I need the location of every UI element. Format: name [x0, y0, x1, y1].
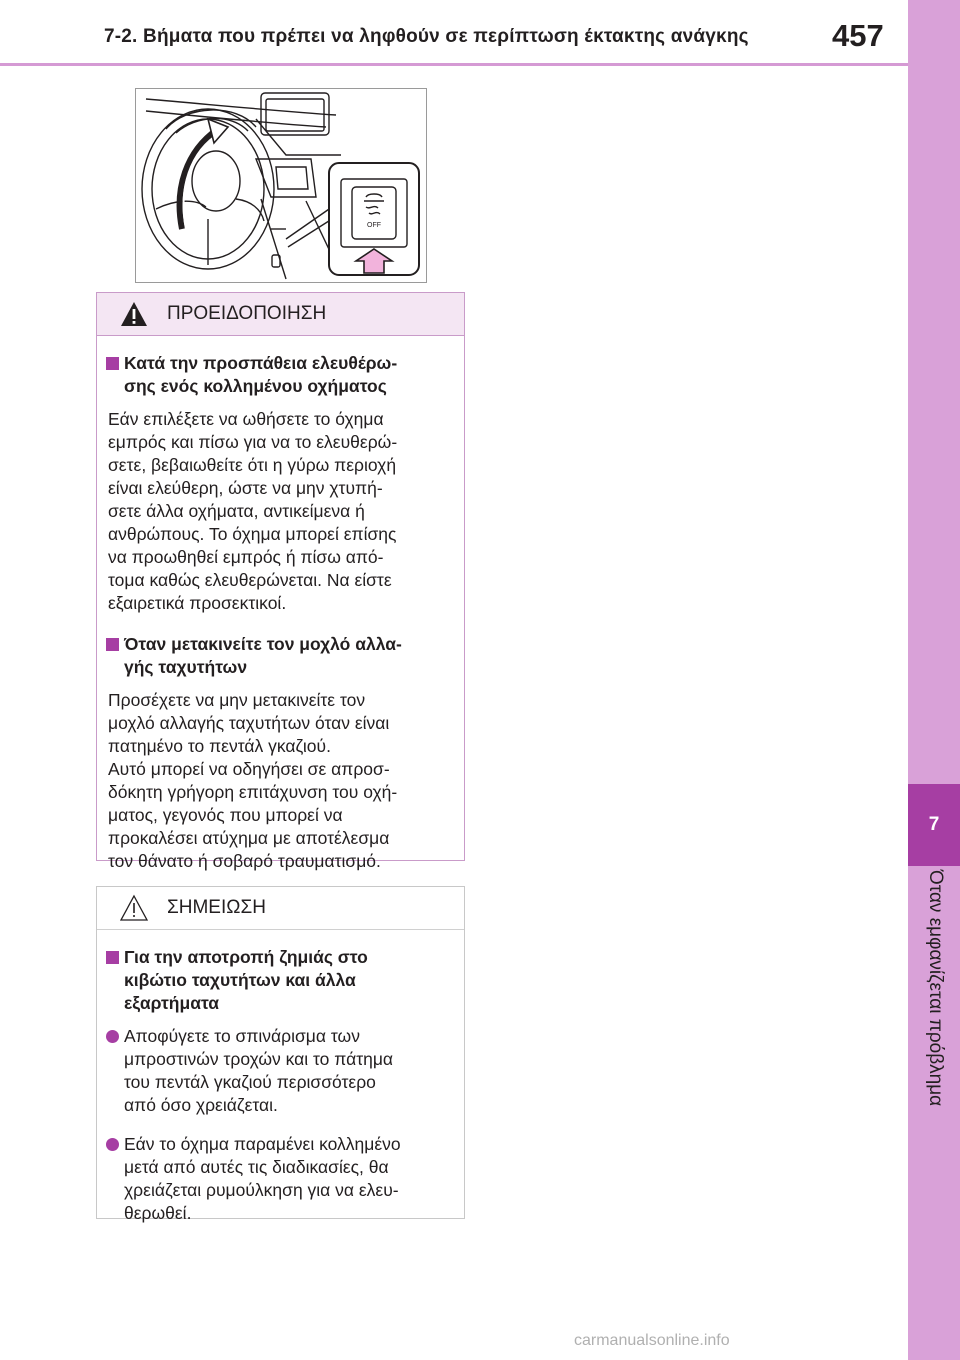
warning-section-title: Όταν μετακινείτε τον μοχλό αλλα- γής ταχυτήτων	[106, 633, 452, 679]
page-number: 457	[832, 18, 884, 53]
warning-header	[97, 293, 464, 336]
round-bullet-icon	[106, 1030, 119, 1043]
chapter-title: Όταν εμφανίζεται πρόβλημα	[925, 870, 946, 1107]
warning-section-text: Εάν επιλέξετε να ωθήσετε το όχημα εμπρός και πίσω για να το ελευθερώ- σετε, βεβαιωθείτε ότι η γύρω περιοχή είναι ελεύθερη, ώστε να μην χτυπή- σετε άλλα οχήματα, αντικείμενα ή ανθρώπους. Το όχημα μπορεί επίσης να προωθηθεί εμπρός ή πίσω από- τομα καθώς ελευθερώνεται. Να είστε εξαιρετικά προσεκτικοί.	[108, 409, 398, 613]
warning-section-text: Προσέχετε να μην μετακινείτε τον μοχλό αλλαγής ταχυτήτων όταν είναι πατημένο το πεντάλ γκαζιού. Αυτό μπορεί να οδηγήσει σε απροσ- δόκητη γρήγορη επιτάχυνση του οχή- ματος, γεγονός που μπορεί να προκαλέσει ατύχημα με αποτέλεσμα τον θάνατο ή σοβαρό τραυματισμό.	[108, 690, 398, 871]
warning-triangle-icon	[119, 300, 149, 328]
warning-heading: ΠΡΟΕΙΔΟΠΟΙΗΣΗ	[167, 303, 327, 324]
round-bullet-icon	[106, 1138, 119, 1151]
square-bullet-icon	[106, 951, 119, 964]
note-heading: ΣΗΜΕΙΩΣΗ	[167, 897, 266, 918]
chapter-tab[interactable]: 7	[908, 784, 960, 866]
square-bullet-icon	[106, 638, 119, 651]
header-divider	[0, 63, 908, 66]
off-button-label: OFF	[367, 222, 381, 229]
square-bullet-icon	[106, 357, 119, 370]
note-header	[97, 887, 464, 930]
caution-outline-icon	[119, 894, 149, 922]
note-box	[96, 886, 465, 1223]
warning-box	[96, 292, 465, 871]
page-header-title: 7-2. Βήματα που πρέπει να ληφθούν σε περίπτωση έκτακτης ανάγκης	[104, 26, 749, 47]
dashboard-illustration	[135, 88, 427, 283]
list-item: Αποφύγετε το σπινάρισμα των μπροστινών τροχών και το πάτημα του πεντάλ γκαζιού περισσότερο από όσο χρειάζεται.	[106, 1025, 452, 1117]
watermark: carmanualsonline.info	[574, 1332, 730, 1349]
note-section-title: Για την αποτροπή ζημιάς στο κιβώτιο ταχυτήτων και άλλα εξαρτήματα	[106, 946, 452, 1015]
warning-section-title: Κατά την προσπάθεια ελευθέρω- σης ενός κολλημένου οχήματος	[106, 352, 452, 398]
list-item: Εάν το όχημα παραμένει κολλημένο μετά από αυτές τις διαδικασίες, θα χρειάζεται ρυμούλκηση για να ελευ- θερωθεί.	[106, 1133, 452, 1225]
